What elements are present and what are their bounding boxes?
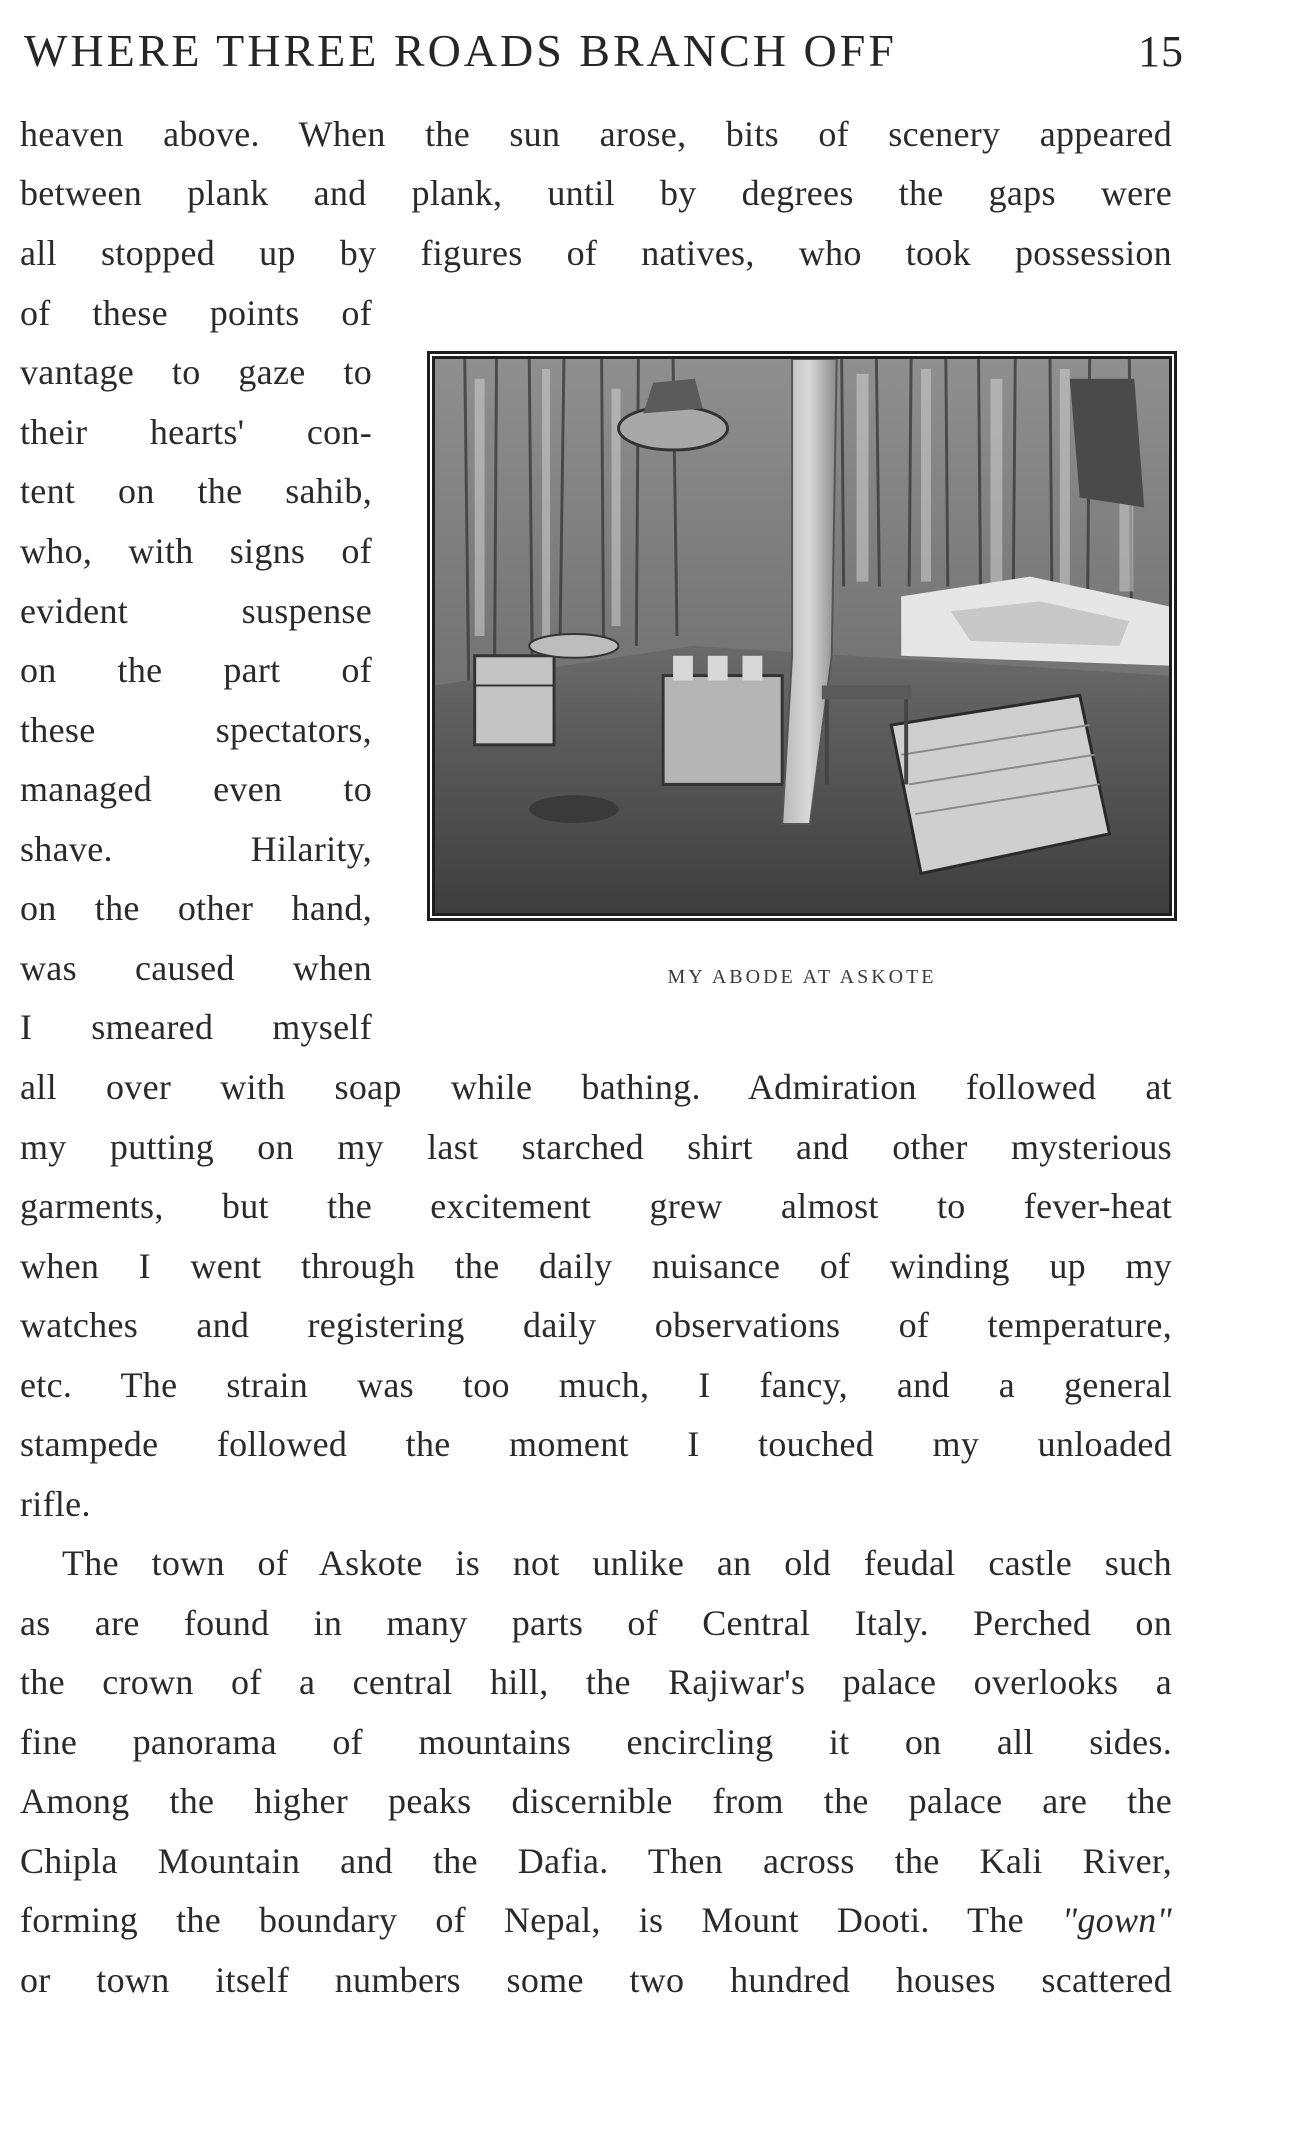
page-number: 15 [1138, 27, 1184, 76]
text-line: their hearts' con- [20, 412, 372, 452]
text-line [20, 1898, 1172, 1942]
text-line: Among the higher peaks discernible from the palace are the [20, 1781, 1172, 1821]
text-line: managed even to [20, 769, 372, 809]
text-line: all stopped up by figures of natives, who took possession [20, 233, 1172, 273]
text-line: vantage to gaze to [20, 352, 372, 392]
text-line: on the other hand, [20, 888, 372, 928]
text-line: as are found in many parts of Central Italy. Perched on [20, 1603, 1172, 1643]
text-line: on the part of [20, 650, 372, 690]
text-segment: forming the boundary of Nepal, is Mount Dooti. The [20, 1900, 1024, 1940]
text-line: who, with signs of [20, 531, 372, 571]
text-line: tent on the sahib, [20, 471, 372, 511]
text-line: all over with soap while bathing. Admiration followed at [20, 1067, 1172, 1107]
text-line: my putting on my last starched shirt and other mysterious [20, 1127, 1172, 1167]
text-line: Chipla Mountain and the Dafia. Then across the Kali River, [20, 1841, 1172, 1881]
photo-abode-at-askote [432, 356, 1172, 916]
text-line: watches and registering daily observations of temperature, [20, 1305, 1172, 1345]
text-line: the crown of a central hill, the Rajiwar's palace overlooks a [20, 1662, 1172, 1702]
text-line: evident suspense [20, 591, 372, 631]
text-line: between plank and plank, until by degrees the gaps were [20, 173, 1172, 213]
text-line: stampede followed the moment I touched my unloaded [20, 1424, 1172, 1464]
text-line: was caused when [20, 948, 372, 988]
text-line: The town of Askote is not unlike an old feudal castle such [62, 1543, 1172, 1583]
text-line: shave. Hilarity, [20, 829, 372, 869]
text-line: when I went through the daily nuisance of winding up my [20, 1246, 1172, 1286]
text-line: fine panorama of mountains encircling it on all sides. [20, 1722, 1172, 1762]
text-line: heaven above. When the sun arose, bits of scenery appeared [20, 114, 1172, 154]
italic-word: "gown" [1061, 1900, 1172, 1940]
text-line: garments, but the excitement grew almost to fever-heat [20, 1186, 1172, 1226]
running-head-title: WHERE THREE ROADS BRANCH OFF [24, 25, 897, 76]
text-line: etc. The strain was too much, I fancy, and a general [20, 1365, 1172, 1405]
text-line: rifle. [20, 1484, 91, 1524]
photo-illustration [435, 359, 1169, 913]
figure-caption: MY ABODE AT ASKOTE [667, 966, 937, 988]
text-line: these spectators, [20, 710, 372, 750]
running-head [24, 14, 1184, 84]
text-line: or town itself numbers some two hundred houses scattered [20, 1960, 1172, 2000]
text-line: of these points of [20, 293, 372, 333]
text-line: I smeared myself [20, 1007, 372, 1047]
